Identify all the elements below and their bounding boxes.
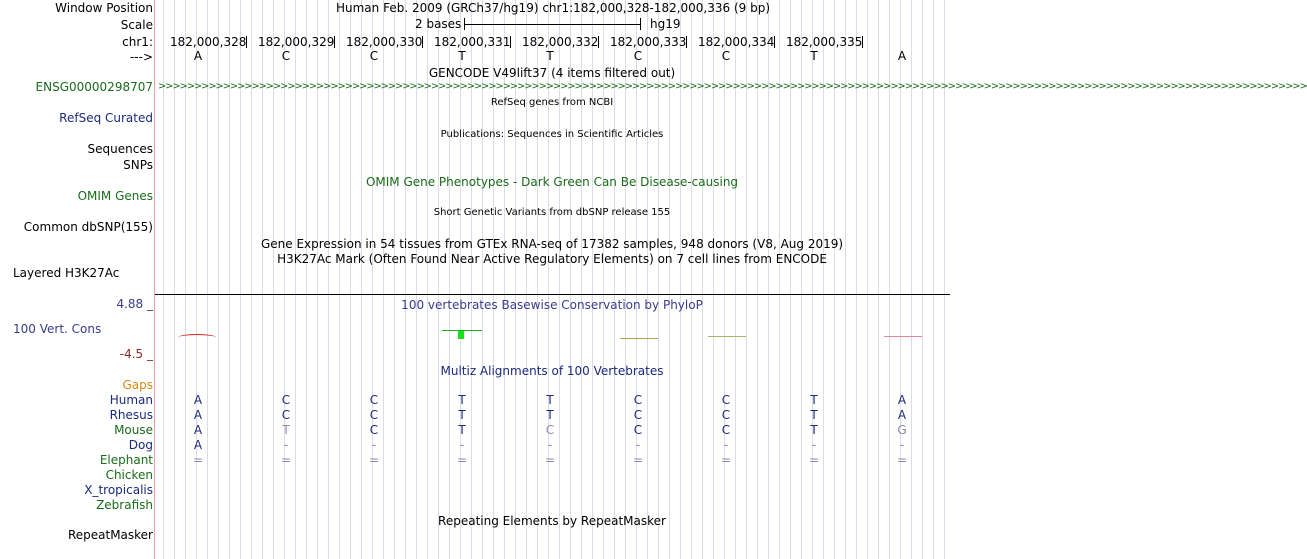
alignment-base: A — [193, 423, 203, 437]
phylop-bar — [442, 330, 482, 331]
position-tick — [686, 36, 687, 48]
species-label[interactable]: Chicken — [105, 468, 153, 482]
label-column-divider — [154, 0, 155, 559]
alignment-base: A — [897, 393, 907, 407]
alignment-base: = — [456, 453, 468, 467]
window-position-value: Human Feb. 2009 (GRCh37/hg19) chr1:182,000,328-182,000,336 (9 bp) — [335, 1, 771, 15]
alignment-base: C — [281, 408, 291, 422]
position-tick — [510, 36, 511, 48]
alignment-base: C — [721, 408, 731, 422]
alignment-base: - — [547, 438, 553, 452]
dna-base: A — [897, 49, 907, 63]
alignment-base: A — [897, 408, 907, 422]
alignment-base: T — [458, 423, 466, 437]
omim-track-title: OMIM Gene Phenotypes - Dark Green Can Be Disease-causing — [365, 175, 739, 189]
dna-base: A — [193, 49, 203, 63]
snps-label[interactable]: SNPs — [123, 158, 153, 172]
alignment-base: = — [720, 453, 732, 467]
dna-base: C — [633, 49, 643, 63]
position-tick — [598, 36, 599, 48]
alignment-base: - — [899, 438, 905, 452]
dna-base: T — [810, 49, 818, 63]
strand-label: ---> — [129, 50, 153, 64]
multiz-track-title: Multiz Alignments of 100 Vertebrates — [440, 364, 664, 378]
window-position-label: Window Position — [55, 1, 153, 15]
dna-base: C — [721, 49, 731, 63]
position-tick-label: 182,000,331 — [434, 35, 511, 49]
species-label[interactable]: Zebrafish — [96, 498, 153, 512]
alignment-base: C — [369, 408, 379, 422]
gaps-label[interactable]: Gaps — [122, 378, 153, 392]
phylop-peak — [458, 331, 464, 339]
alignment-base: C — [633, 393, 643, 407]
position-tick-label: 182,000,333 — [610, 35, 687, 49]
gene-strand-arrows[interactable]: >>>>>>>>>>>>>>>>>>>>>>>>>>>>>>>>>>>>>>>>>>>>>>>>>>>>>>>>>>>>>>>>>>>>>>>>>>>>>>>>>>>>>>>>>>>>>>>>>>>>>>>>>>>>>>>>>>>>>>>>>>>>>>>>>>>>>>>>>>>>>>>>>>>>>>>>>>>>>>>> — [158, 81, 1307, 92]
position-tick-label: 182,000,328 — [170, 35, 247, 49]
alignment-base: = — [192, 453, 204, 467]
alignment-base: T — [546, 393, 554, 407]
scale-assembly: hg19 — [650, 17, 681, 31]
dna-base: C — [281, 49, 291, 63]
gtex-track-title: Gene Expression in 54 tissues from GTEx RNA-seq of 17382 samples, 948 donors (V8, Aug 2019) — [260, 237, 844, 251]
dna-base: C — [369, 49, 379, 63]
alignment-base: C — [721, 393, 731, 407]
position-tick-label: 182,000,335 — [786, 35, 863, 49]
alignment-base: C — [545, 423, 555, 437]
alignment-base: T — [458, 408, 466, 422]
dna-base: T — [458, 49, 466, 63]
alignment-base: T — [810, 408, 818, 422]
alignment-base: = — [368, 453, 380, 467]
repeatmasker-track-title: Repeating Elements by RepeatMasker — [438, 514, 666, 528]
phylop-bar — [884, 336, 922, 337]
species-label[interactable]: X_tropicalis — [84, 483, 153, 497]
alignment-base: - — [371, 438, 377, 452]
alignment-base: C — [633, 423, 643, 437]
alignment-base: = — [632, 453, 644, 467]
species-label[interactable]: Elephant — [99, 453, 153, 467]
alignment-base: T — [810, 423, 818, 437]
alignment-base: T — [282, 423, 290, 437]
alignment-base: C — [721, 423, 731, 437]
alignment-base: C — [281, 393, 291, 407]
position-tick — [862, 36, 863, 48]
dbsnp-label[interactable]: Common dbSNP(155) — [23, 220, 153, 234]
position-tick-label: 182,000,332 — [522, 35, 599, 49]
alignment-base: = — [896, 453, 908, 467]
chr-label: chr1: — [122, 35, 153, 49]
species-label[interactable]: Rhesus — [109, 408, 153, 422]
track-separator — [155, 294, 950, 295]
alignment-base: = — [544, 453, 556, 467]
scale-label: Scale — [120, 18, 153, 32]
scale-bar — [464, 18, 641, 30]
refseq-track-title: RefSeq genes from NCBI — [490, 97, 614, 108]
alignment-base: G — [897, 423, 907, 437]
dbsnp-track-title: Short Genetic Variants from dbSNP release 155 — [433, 207, 671, 218]
phylop-bar — [708, 336, 746, 337]
alignment-base: = — [280, 453, 292, 467]
sequences-label[interactable]: Sequences — [87, 142, 153, 156]
position-tick-label: 182,000,334 — [698, 35, 775, 49]
alignment-base: - — [723, 438, 729, 452]
h3k27ac-track-title: H3K27Ac Mark (Often Found Near Active Regulatory Elements) on 7 cell lines from ENCODE — [277, 252, 827, 266]
alignment-base: - — [459, 438, 465, 452]
alignment-base: C — [369, 393, 379, 407]
alignment-base: T — [458, 393, 466, 407]
scale-text: 2 bases — [415, 17, 462, 31]
alignment-base: A — [193, 393, 203, 407]
h3k27ac-label[interactable]: Layered H3K27Ac — [13, 266, 120, 280]
alignment-base: C — [633, 408, 643, 422]
position-tick-label: 182,000,330 — [346, 35, 423, 49]
alignment-base: - — [635, 438, 641, 452]
phylop-max-label: 4.88 _ — [116, 297, 153, 311]
publications-track-title: Publications: Sequences in Scientific Articles — [440, 129, 664, 140]
position-tick — [246, 36, 247, 48]
alignment-base: - — [811, 438, 817, 452]
position-tick — [774, 36, 775, 48]
position-tick — [334, 36, 335, 48]
phylop-bar — [178, 334, 216, 341]
position-tick-label: 182,000,329 — [258, 35, 335, 49]
phylop-min-label: -4.5 _ — [119, 347, 153, 361]
position-tick — [422, 36, 423, 48]
species-label[interactable]: Dog — [128, 438, 153, 452]
alignment-base: C — [369, 423, 379, 437]
repeatmasker-label[interactable]: RepeatMasker — [67, 528, 153, 542]
gencode-gene-item[interactable]: ENSG00000298707 — [35, 80, 153, 94]
refseq-label[interactable]: RefSeq Curated — [59, 111, 153, 125]
omim-label[interactable]: OMIM Genes — [77, 189, 153, 203]
phylop-label[interactable]: 100 Vert. Cons — [13, 322, 102, 336]
species-label[interactable]: Mouse — [114, 423, 153, 437]
alignment-base: A — [193, 408, 203, 422]
alignment-base: T — [546, 408, 554, 422]
phylop-bar — [620, 338, 658, 339]
alignment-base: A — [193, 438, 203, 452]
alignment-base: T — [810, 393, 818, 407]
species-label[interactable]: Human — [109, 393, 153, 407]
alignment-base: - — [283, 438, 289, 452]
phylop-track-title: 100 vertebrates Basewise Conservation by PhyloP — [401, 298, 703, 312]
alignment-base: = — [808, 453, 820, 467]
dna-base: T — [546, 49, 554, 63]
gencode-track-title: GENCODE V49lift37 (4 items filtered out) — [428, 66, 676, 80]
